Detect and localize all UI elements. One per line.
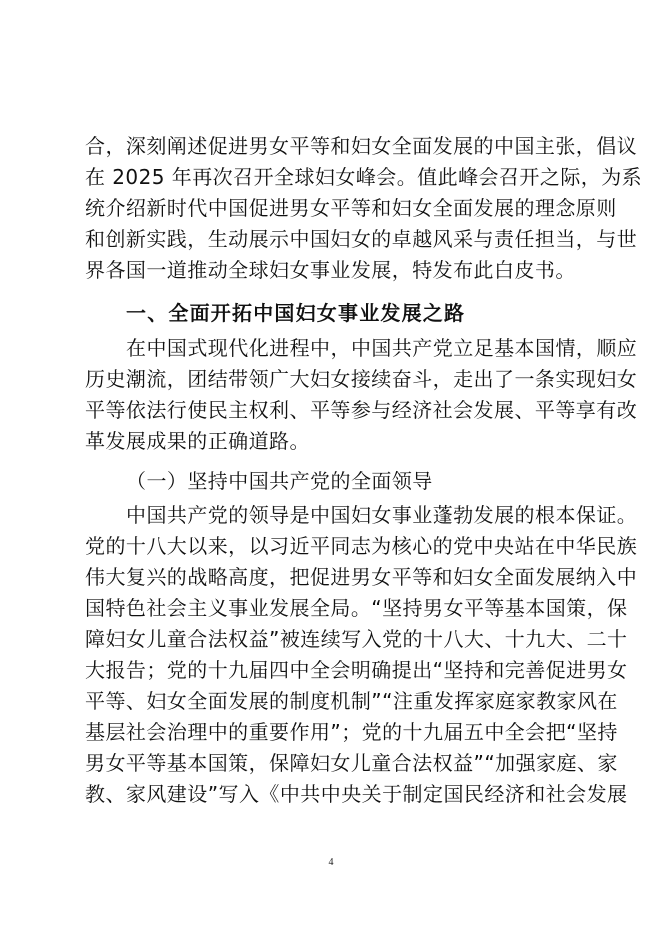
text-line: 平等、妇女全面发展的制度机制”“注重发挥家庭家教家风在: [85, 689, 618, 713]
text-line: 伟大复兴的战略高度，把促进男女平等和妇女全面发展纳入中: [85, 565, 638, 589]
text-line: 平等依法行使民主权利、平等参与经济社会发展、平等享有改: [85, 398, 638, 422]
text-line: 和创新实践，生动展示中国妇女的卓越风采与责任担当，与世: [85, 227, 638, 251]
text-line: 男女平等基本国策，保障妇女儿童合法权益”“加强家庭、家: [85, 751, 618, 775]
text-line: 统介绍新时代中国促进男女平等和妇女全面发展的理念原则: [85, 196, 617, 220]
body-paragraph-2: [85, 333, 638, 457]
text-line: 中国共产党的领导是中国妇女事业蓬勃发展的根本保证。: [126, 503, 638, 527]
text-line: 界各国一道推动全球妇女事业发展，特发布此白皮书。: [85, 258, 576, 282]
text-line: 历史潮流，团结带领广大妇女接续奋斗，走出了一条实现妇女: [85, 367, 638, 391]
text-line: 大报告；党的十九届四中全会明确提出“坚持和完善促进男女: [85, 658, 628, 682]
text-line: 在 2025 年再次召开全球妇女峰会。值此峰会召开之际，为系: [85, 165, 643, 189]
text-line: 教、家风建设”写入《中共中央关于制定国民经济和社会发展: [85, 782, 628, 806]
text-line: 障妇女儿童合法权益”被连续写入党的十八大、十九大、二十: [85, 627, 628, 651]
text-line: 合，深刻阐述促进男女平等和妇女全面发展的中国主张，倡议: [85, 134, 638, 158]
body-paragraph-3: [85, 500, 638, 810]
text-line: 基层社会治理中的重要作用”；党的十九届五中全会把“坚持: [85, 720, 618, 744]
text-line: 党的十八大以来，以习近平同志为核心的党中央站在中华民族: [85, 534, 638, 558]
subsection-heading: [85, 466, 579, 497]
page-number: 4: [328, 857, 334, 868]
text-line: 国特色社会主义事业发展全局。“坚持男女平等基本国策，保: [85, 596, 628, 620]
subsection-heading-text: （一）坚持中国共产党的全面领导: [126, 469, 433, 493]
section-heading-text: 一、全面开拓中国妇女事业发展之路: [126, 301, 466, 325]
text-line: 在中国式现代化进程中，中国共产党立足基本国情，顺应: [126, 336, 638, 360]
text-line: 革发展成果的正确道路。: [85, 429, 310, 453]
section-heading: [85, 298, 579, 329]
body-paragraph-1: [85, 131, 643, 286]
